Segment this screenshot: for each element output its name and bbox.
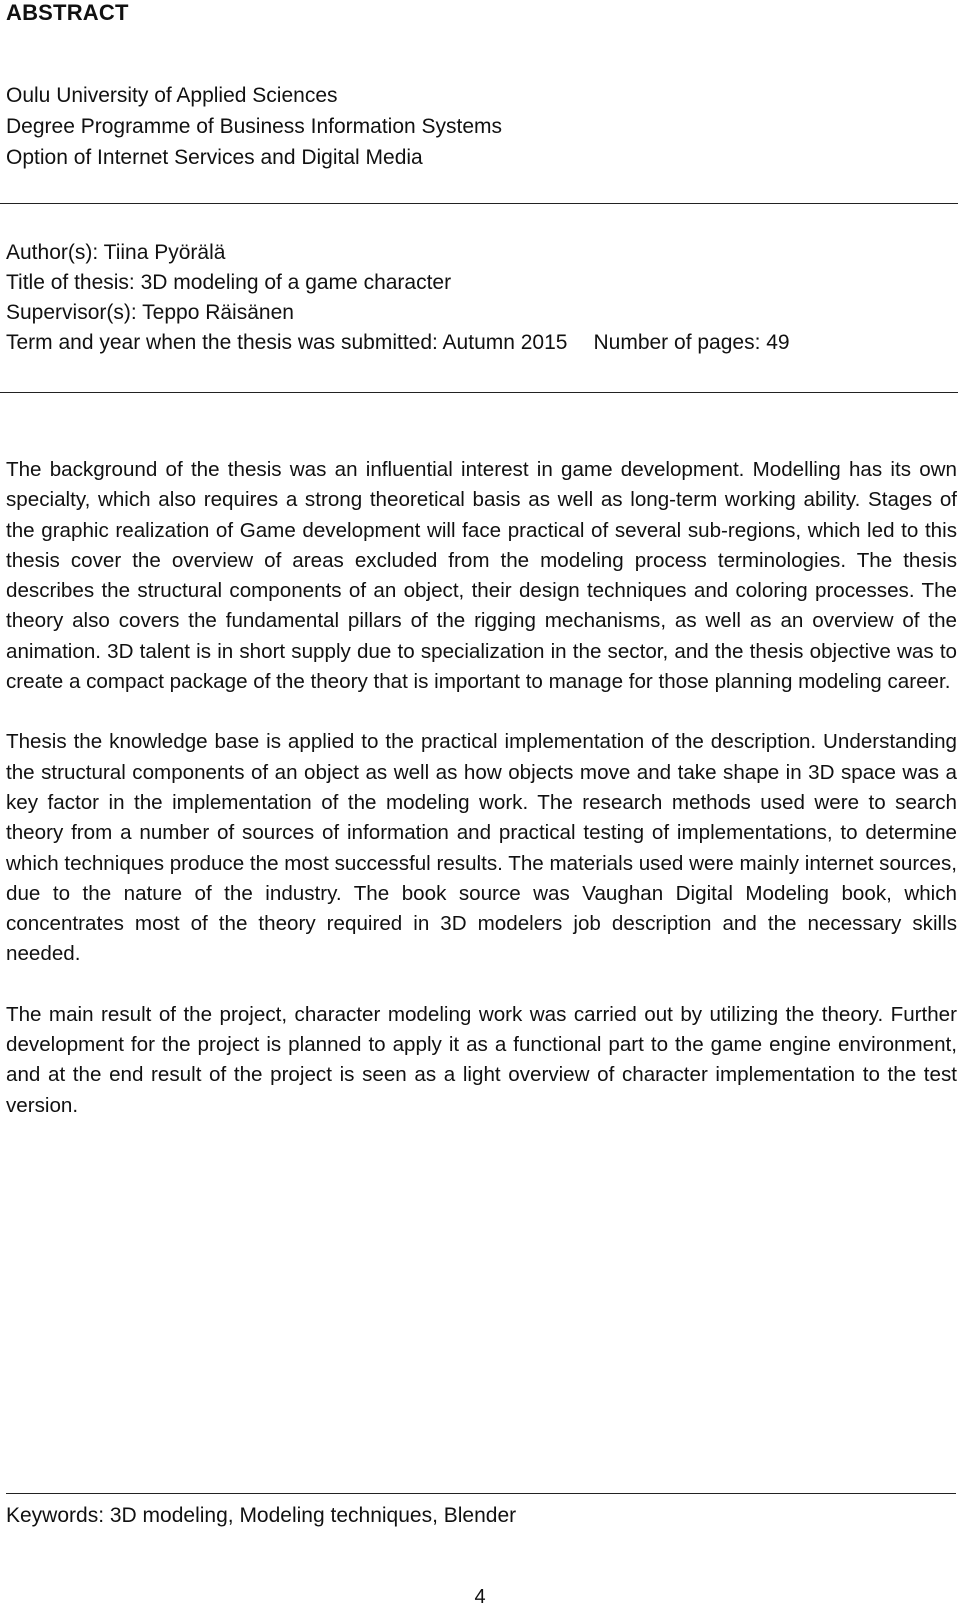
thesis-metadata [6, 238, 790, 358]
abstract-body [6, 455, 957, 1151]
keywords-line: Keywords: 3D modeling, Modeling techniques, Blender [6, 1504, 517, 1527]
thesis-title-line: Title of thesis: 3D modeling of a game character [6, 271, 452, 294]
divider-top [0, 203, 958, 204]
page-count: Number of pages: 49 [593, 331, 790, 354]
supervisor-line: Supervisor(s): Teppo Räisänen [6, 301, 294, 324]
divider-middle [0, 392, 958, 393]
abstract-paragraph-1: The background of the thesis was an influential interest in game development. Modelling has its own specialty, which also requires a strong theoretical basis as well as long-term working ability. Stages of the graphic realization of Game development will face practical of several sub-regions, which led to this thesis cover the overview of areas excluded from the modeling process terminologies. The thesis describes the structural components of an object, their design techniques and coloring processes. The theory also covers the fundamental pillars of the rigging mechanisms, as well as an overview of the animation. 3D talent is in short supply due to specialization in the sector, and the thesis objective was to create a compact package of the theory that is important to manage for those planning modeling career. [6, 458, 957, 694]
abstract-paragraph-2: Thesis the knowledge base is applied to the practical implementation of the description. Understanding the structural components of an object as well as how objects move and take shape in 3D space was a key factor in the implementation of the modeling work. The research methods used were to search theory from a number of sources of information and practical testing of implementations, to determine which techniques produce the most successful results. The materials used were mainly internet sources, due to the nature of the industry. The book source was Vaughan Digital Modeling book, which concentrates most of the theory required in 3D modelers job description and the necessary skills needed. [6, 730, 957, 966]
degree-programme: Degree Programme of Business Information Systems [6, 115, 503, 138]
page-number: 4 [474, 1586, 486, 1608]
programme-option: Option of Internet Services and Digital Media [6, 146, 423, 169]
term-and-pages-row [6, 328, 790, 358]
abstract-paragraph-3: The main result of the project, character modeling work was carried out by utilizing the theory. Further development for the project is planned to apply it as a functional part to the game engine environment, and at the end result of the project is seen as a light overview of character implementation to the test version. [6, 1002, 957, 1117]
organization-block [6, 80, 502, 173]
divider-bottom [6, 1493, 956, 1494]
author-line: Author(s): Tiina Pyörälä [6, 241, 226, 264]
page-heading: ABSTRACT [6, 0, 129, 25]
university-name: Oulu University of Applied Sciences [6, 84, 338, 107]
submission-term: Term and year when the thesis was submitted: Autumn 2015 [6, 331, 568, 354]
